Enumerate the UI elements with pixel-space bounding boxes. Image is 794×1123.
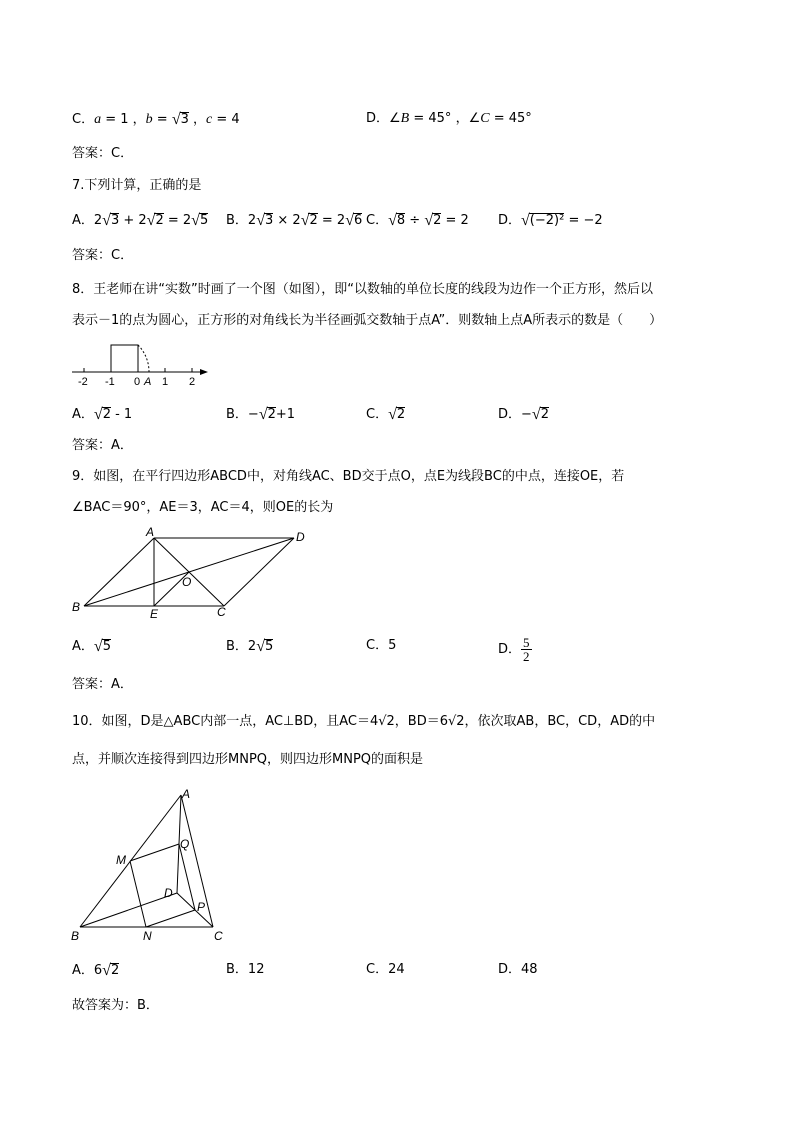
q10-stem-line1: 10．如图，D是△ABC内部一点，AC⊥BD，且AC＝4√2，BD＝6√2，依次取AB，BC，CD，AD的中	[72, 714, 656, 729]
q10-options-row	[0, 960, 794, 980]
label-b: B	[71, 929, 80, 943]
side-ab	[84, 538, 154, 606]
label-0: 0	[134, 376, 141, 388]
q10-option-a: A．6√2	[72, 962, 120, 979]
number-line-arrow	[200, 369, 208, 375]
q6-options-row	[0, 109, 794, 129]
segment-qp	[179, 844, 195, 910]
q7-option-c: C．√8 ÷ √2 = 2	[366, 212, 469, 229]
segment-np	[146, 910, 195, 927]
q9-answer: 答案：A．	[72, 677, 133, 692]
arc	[138, 345, 149, 372]
q8-stem-line2: 表示－1的点为圆心，正方形的对角线长为半径画弧交数轴于点A”．则数轴上点A所表示的数是（ ）	[72, 313, 663, 328]
q9-option-a: A．√5	[72, 638, 111, 655]
label-neg1: -1	[105, 376, 115, 388]
q10-option-c: C．24	[366, 962, 405, 977]
q8-answer: 答案：A．	[72, 438, 133, 453]
q7-option-a: A．2√3 + 2√2 = 2√5	[72, 212, 209, 229]
q8-option-c: C．√2	[366, 406, 406, 423]
label-m: M	[116, 853, 126, 867]
q7-option-b: B．2√3 × 2√2 = 2√6	[226, 212, 363, 229]
q7-stem: 7.下列计算，正确的是	[72, 178, 202, 193]
label-a: A	[144, 376, 152, 388]
segment-bd	[80, 893, 177, 927]
q8-stem-line1: 8．王老师在讲“实数”时画了一个图（如图），即“以数轴的单位长度的线段为边作一个正方形，然后以	[72, 282, 653, 297]
label-a: A	[182, 787, 191, 801]
q8-option-b: B．−√2+1	[226, 406, 296, 423]
segment-mn	[130, 861, 146, 927]
q7-options-row	[0, 210, 794, 230]
unit-square	[111, 345, 138, 372]
q10-stem-line2: 点，并顺次连接得到四边形MNPQ，则四边形MNPQ的面积是	[72, 752, 424, 767]
label-c: C	[217, 605, 226, 619]
label-e: E	[150, 607, 159, 621]
label-neg2: -2	[78, 376, 88, 388]
label-b: B	[72, 600, 81, 614]
q9-option-b: B．2√5	[226, 638, 274, 655]
q9-parallelogram-figure	[66, 524, 316, 624]
side-cd	[224, 538, 294, 606]
q7-option-d: D．√(−2)² = −2	[498, 212, 603, 229]
q8-options-row	[0, 404, 794, 424]
q10-answer: 故答案为：B．	[72, 998, 159, 1013]
q8-option-a: A．√2 - 1	[72, 406, 133, 423]
q9-option-d: D． $\frac{5}{2}$	[498, 635, 530, 664]
label-d: D	[296, 530, 305, 544]
q9-options-row	[0, 636, 794, 664]
label-d: D	[164, 886, 173, 900]
label-o: O	[182, 575, 192, 589]
q10-option-d: D．48	[498, 962, 538, 977]
q9-stem-line2: ∠BAC＝90°，AE＝3，AC＝4，则OE的长为	[72, 500, 334, 515]
label-c: C	[214, 929, 223, 943]
q6-option-c: C．a = 1 ，b = √3 ，c = 4	[72, 111, 240, 128]
label-q: Q	[180, 837, 190, 851]
q10-option-b: B．12	[226, 962, 265, 977]
q6-answer: 答案：C．	[72, 146, 134, 161]
q8-number-line-figure	[68, 340, 213, 388]
q9-stem-line1: 9．如图，在平行四边形ABCD中，对角线AC、BD交于点O，点E为线段BC的中点，连接OE，若	[72, 469, 625, 484]
label-n: N	[143, 929, 152, 943]
q8-option-d: D．−√2	[498, 406, 549, 423]
q7-answer: 答案：C．	[72, 248, 134, 263]
label-a: A	[146, 525, 155, 539]
label-1: 1	[162, 376, 169, 388]
label-2: 2	[189, 376, 196, 388]
label-p: P	[197, 900, 206, 914]
q9-option-c: C．5	[366, 638, 397, 653]
q6-option-d: D．∠B = 45° ，∠C = 45°	[366, 111, 532, 126]
q10-triangle-figure	[66, 785, 236, 945]
